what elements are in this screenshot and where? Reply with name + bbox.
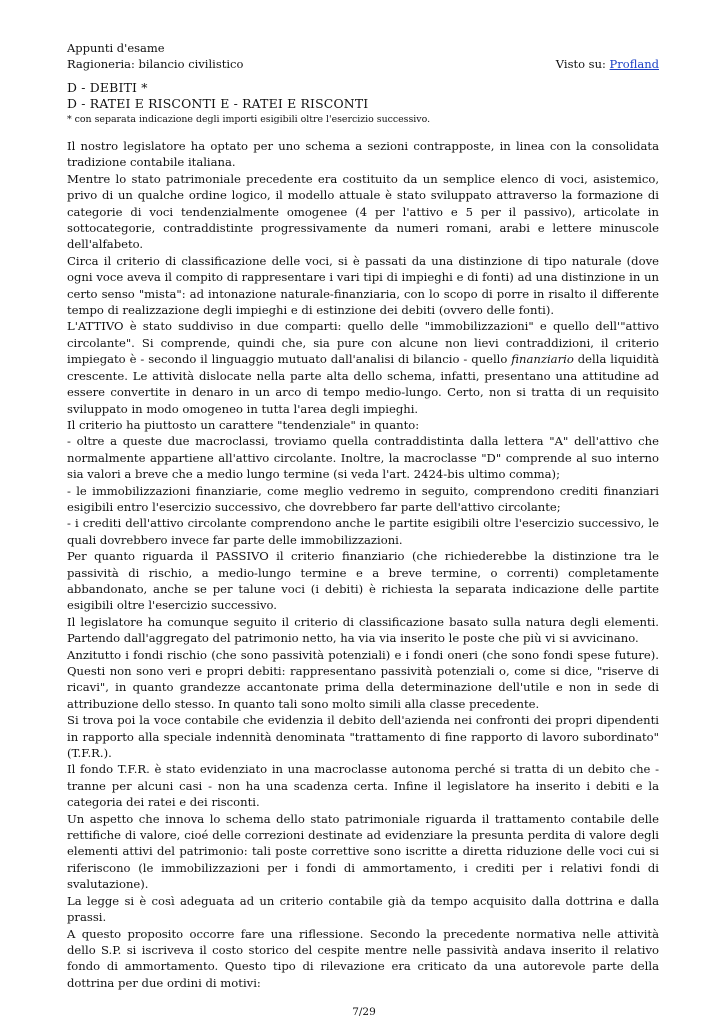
page-number: 7/29 xyxy=(352,1006,376,1018)
profland-link[interactable]: Profland xyxy=(609,57,659,71)
paragraph-part: L'ATTIVO è stato suddiviso in due comparti: quello delle "immobilizzazioni" e quello dell'"attivo circolante". Si comprende, quindi che, sia pure con alcune non lievi contraddizioni, il criterio impiegato è - secondo il linguaggio mutuato dall'analisi di bilancio - quello xyxy=(67,319,659,367)
paragraph: Un aspetto che innova lo schema dello stato patrimoniale riguarda il trattamento contabile delle rettifiche di valore, cioé delle correzioni destinate ad evidenziare la presunta perdita di valore degli elementi attivi del patrimonio: tali poste correttive sono iscritte a diretta riduzione delle voci cui si riferiscono (le immobilizzazioni per i fondi di ammortamento, i crediti per i relativi fondi di svalutazione). xyxy=(67,811,659,892)
emphasis-finanziario: finanziario xyxy=(511,352,574,367)
title-ratei-risconti: D - RATEI E RISCONTI E - RATEI E RISCONTI xyxy=(67,96,369,111)
paragraph: Il nostro legislatore ha optato per uno schema a sezioni contrapposte, in linea con la consolidata tradizione contabile italiana. xyxy=(67,139,659,170)
footnote-asterisk: * con separata indicazione degli importi esigibili oltre l'esercizio successivo. xyxy=(67,114,431,125)
paragraph: La legge si è così adeguata ad un criterio contabile già da tempo acquisito dalla dottrina e dalla prassi. xyxy=(67,893,659,925)
header-row xyxy=(67,56,659,72)
list-item: - oltre a queste due macroclassi, troviamo quella contraddistinta dalla lettera "A" dell'attivo che normalmente appartiene all'attivo circolante. Inoltre, la macroclasse "D" comprende al suo interno sia valori a breve che a medio lungo termine (si veda l'art. 2424-bis ultimo comma); xyxy=(67,434,659,482)
paragraph: A questo proposito occorre fare una riflessione. Secondo la precedente normativa nelle attività dello S.P. si iscriveva il costo storico del cespite mentre nelle passività andava inserito il relativo fondo di ammortamento. Questo tipo di rilevazione era criticato da una autorevole parte della dottrina per due ordini di motivi: xyxy=(67,926,659,990)
title-debiti: D - DEBITI * xyxy=(67,80,148,95)
visto-label: Visto su: xyxy=(555,57,610,71)
paragraph: Per quanto riguarda il PASSIVO il criterio finanziario (che richiederebbe la distinzione tra le passività di rischio, a medio-lungo termine e a breve termine, o correnti) completamente abbandonato, anche se per talune voci (i debiti) è richiesta la separata indicazione delle partite esigibili oltre l'esercizio successivo. xyxy=(67,549,659,613)
paragraph: Circa il criterio di classificazione delle voci, si è passati da una distinzione di tipo naturale (dove ogni voce aveva il compito di rappresentare i vari tipi di impieghi e di fonti) ad una distinzione in un certo senso "mista": ad intonazione naturale-finanziaria, con lo scopo di porre in risalto il differente tempo di realizzazione degli impieghi e di estinzione dei debiti (ovvero delle fonti). xyxy=(67,253,659,318)
list-item: - i crediti dell'attivo circolante comprendono anche le partite esigibili oltre l'esercizio successivo, le quali dovrebbero invece far parte delle immobilizzazioni. xyxy=(67,516,659,547)
header-source xyxy=(556,56,659,72)
section-titles xyxy=(67,80,659,112)
paragraph: Il criterio ha piuttosto un carattere "tendenziale" in quanto: xyxy=(67,417,420,432)
paragraph: Il legislatore ha comunque seguito il criterio di classificazione basato sulla natura degli elementi. Partendo dall'aggregato del patrimonio netto, ha via via inserito le poste che più vi si avvicinano. xyxy=(67,614,659,646)
paragraph-attivo xyxy=(67,318,659,416)
paragraph: Anzitutto i fondi rischio (che sono passività potenziali) e i fondi oneri (che sono fondi spese future). Questi non sono veri e propri debiti: rappresentano passività potenziali o, come si dice, "riserve di ricavi", in quanto grandezze accantonate prima della determinazione dell'utile e non in sede di attribuzione dello stesso. In quanto tali sono molto simili alla classe precedente. xyxy=(67,647,659,711)
header-course: Appunti d'esame xyxy=(67,41,165,55)
body-text xyxy=(67,138,659,991)
paragraph: Si trova poi la voce contabile che evidenzia il debito dell'azienda nei confronti dei propri dipendenti in rapporto alla speciale indennità denominata "trattamento di fine rapporto di lavoro subordinato" (T.F.R.). xyxy=(67,713,659,761)
paragraph: Il fondo T.F.R. è stato evidenziato in una macroclasse autonoma perché si tratta di un debito che - tranne per alcuni casi - non ha una scadenza certa. Infine il legislatore ha inserito i debiti e la categoria dei ratei e dei risconti. xyxy=(67,762,659,810)
paragraph-part: della liquidità crescente. Le attività dislocate nella parte alta dello schema, infatti, presentano una attitudine ad essere convertite in denaro in un arco di tempo medio-lungo. Certo, non si tratta di un requisito sviluppato in modo omogeneo in tutta l'area degli impieghi. xyxy=(67,352,659,416)
header-subject: Ragioneria: bilancio civilistico xyxy=(67,57,244,71)
paragraph: Mentre lo stato patrimoniale precedente era costituito da un semplice elenco di voci, asistemico, privo di un qualche ordine logico, il modello attuale è stato sviluppato attraverso la formazione di categorie di voci tendenzialmente omogenee (4 per l'attivo e 5 per il passivo), articolate in sottocategorie, contraddistinte progressivamente da numeri romani, arabi e lettere minuscole dell'alfabeto. xyxy=(67,171,659,252)
running-header xyxy=(67,40,659,72)
document-page xyxy=(67,40,659,991)
list-item: - le immobilizzazioni finanziarie, come meglio vedremo in seguito, comprendono crediti finanziari esigibili entro l'esercizio successivo, che dovrebbero far parte dell'attivo circolante; xyxy=(67,483,659,514)
